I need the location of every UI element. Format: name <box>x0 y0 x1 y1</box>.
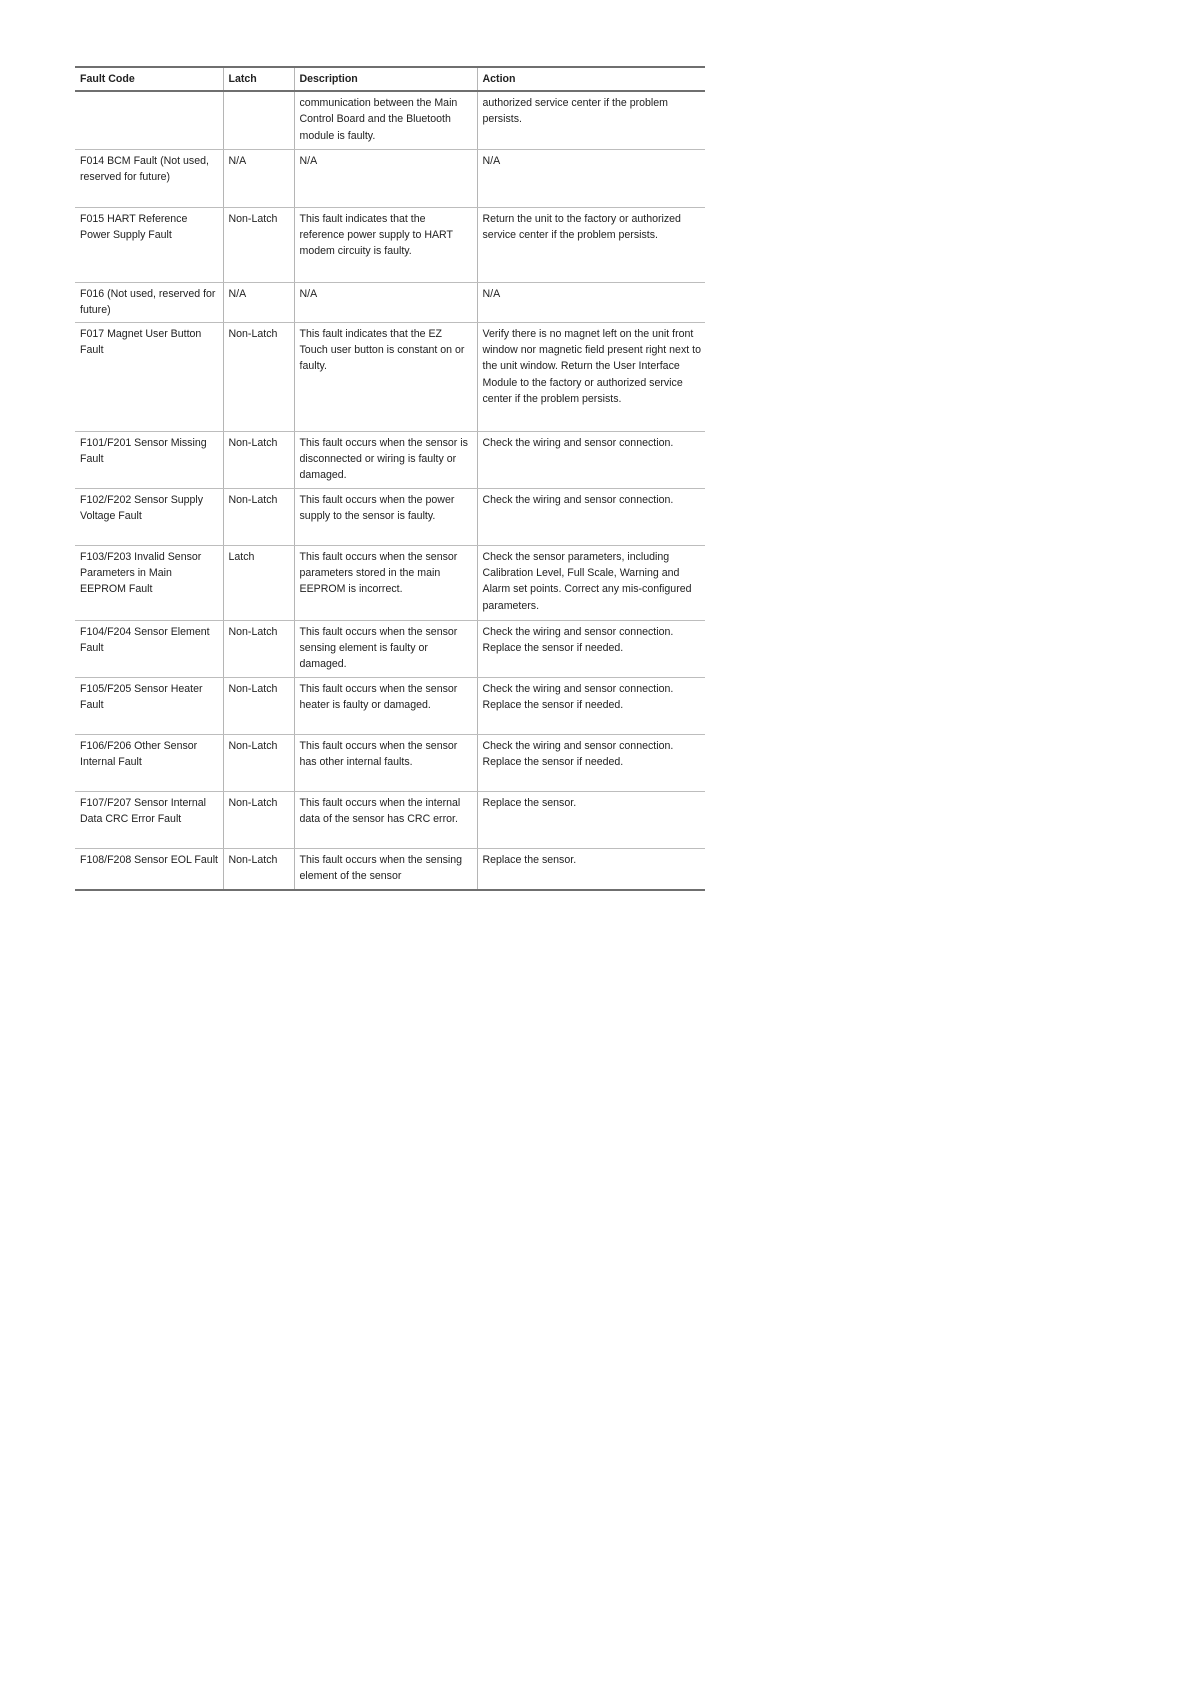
table-row <box>75 282 705 322</box>
latch-cell: Non-Latch <box>223 431 294 488</box>
latch-cell: N/A <box>223 149 294 207</box>
action-cell: authorized service center if the problem persists. <box>477 91 705 149</box>
header-action: Action <box>477 67 705 91</box>
fault-code-cell: F103/F203 Invalid Sensor Parameters in Main EEPROM Fault <box>75 545 223 620</box>
fault-code-table <box>75 66 705 891</box>
fault-code-cell: F016 (Not used, reserved for future) <box>75 282 223 322</box>
fault-code-cell: F015 HART Reference Power Supply Fault <box>75 207 223 282</box>
latch-cell: Non-Latch <box>223 791 294 848</box>
action-cell: Check the wiring and sensor connection. Replace the sensor if needed. <box>477 620 705 677</box>
latch-cell: Non-Latch <box>223 620 294 677</box>
action-cell: Check the wiring and sensor connection. <box>477 488 705 545</box>
latch-cell: Non-Latch <box>223 848 294 890</box>
description-cell: This fault indicates that the reference power supply to HART modem circuity is faulty. <box>294 207 477 282</box>
table-row <box>75 149 705 207</box>
table-row <box>75 734 705 791</box>
description-cell: This fault indicates that the EZ Touch user button is constant on or faulty. <box>294 322 477 431</box>
latch-cell: N/A <box>223 282 294 322</box>
table-row <box>75 848 705 890</box>
header-description: Description <box>294 67 477 91</box>
description-cell: N/A <box>294 149 477 207</box>
description-cell: N/A <box>294 282 477 322</box>
table-header-row <box>75 67 705 91</box>
table-row <box>75 677 705 734</box>
latch-cell: Non-Latch <box>223 207 294 282</box>
header-latch: Latch <box>223 67 294 91</box>
action-cell: Replace the sensor. <box>477 791 705 848</box>
table-row <box>75 488 705 545</box>
table-row <box>75 545 705 620</box>
table-row <box>75 91 705 149</box>
table-row <box>75 322 705 431</box>
action-cell: N/A <box>477 149 705 207</box>
description-cell: This fault occurs when the sensor is disconnected or wiring is faulty or damaged. <box>294 431 477 488</box>
fault-code-cell: F107/F207 Sensor Internal Data CRC Error Fault <box>75 791 223 848</box>
action-cell: Replace the sensor. <box>477 848 705 890</box>
fault-code-cell: F108/F208 Sensor EOL Fault <box>75 848 223 890</box>
latch-cell <box>223 91 294 149</box>
latch-cell: Non-Latch <box>223 322 294 431</box>
fault-code-cell: F014 BCM Fault (Not used, reserved for future) <box>75 149 223 207</box>
description-cell: This fault occurs when the sensor parameters stored in the main EEPROM is incorrect. <box>294 545 477 620</box>
fault-code-cell: F102/F202 Sensor Supply Voltage Fault <box>75 488 223 545</box>
fault-code-cell: F101/F201 Sensor Missing Fault <box>75 431 223 488</box>
action-cell: N/A <box>477 282 705 322</box>
fault-code-cell: F106/F206 Other Sensor Internal Fault <box>75 734 223 791</box>
action-cell: Check the sensor parameters, including Calibration Level, Full Scale, Warning and Alarm set points. Correct any mis-configured parameters. <box>477 545 705 620</box>
description-cell: This fault occurs when the internal data of the sensor has CRC error. <box>294 791 477 848</box>
latch-cell: Non-Latch <box>223 677 294 734</box>
fault-code-cell <box>75 91 223 149</box>
fault-code-cell: F017 Magnet User Button Fault <box>75 322 223 431</box>
header-fault-code: Fault Code <box>80 73 135 86</box>
fault-code-cell: F104/F204 Sensor Element Fault <box>75 620 223 677</box>
action-cell: Return the unit to the factory or authorized service center if the problem persists. <box>477 207 705 282</box>
table-row <box>75 431 705 488</box>
latch-cell: Non-Latch <box>223 734 294 791</box>
description-cell: This fault occurs when the power supply to the sensor is faulty. <box>294 488 477 545</box>
action-cell: Check the wiring and sensor connection. <box>477 431 705 488</box>
action-cell: Check the wiring and sensor connection. Replace the sensor if needed. <box>477 734 705 791</box>
table-row <box>75 620 705 677</box>
latch-cell: Latch <box>223 545 294 620</box>
fault-code-cell: F105/F205 Sensor Heater Fault <box>75 677 223 734</box>
description-cell: This fault occurs when the sensor heater is faulty or damaged. <box>294 677 477 734</box>
action-cell: Verify there is no magnet left on the unit front window nor magnetic field present right next to the unit window. Return the User Interface Module to the factory or authorized service center if the problem persists. <box>477 322 705 431</box>
table-row <box>75 791 705 848</box>
table-row <box>75 207 705 282</box>
description-cell: This fault occurs when the sensor sensing element is faulty or damaged. <box>294 620 477 677</box>
description-cell: This fault occurs when the sensor has other internal faults. <box>294 734 477 791</box>
action-cell: Check the wiring and sensor connection. Replace the sensor if needed. <box>477 677 705 734</box>
description-cell: communication between the Main Control Board and the Bluetooth module is faulty. <box>294 91 477 149</box>
description-cell: This fault occurs when the sensing element of the sensor <box>294 848 477 890</box>
latch-cell: Non-Latch <box>223 488 294 545</box>
